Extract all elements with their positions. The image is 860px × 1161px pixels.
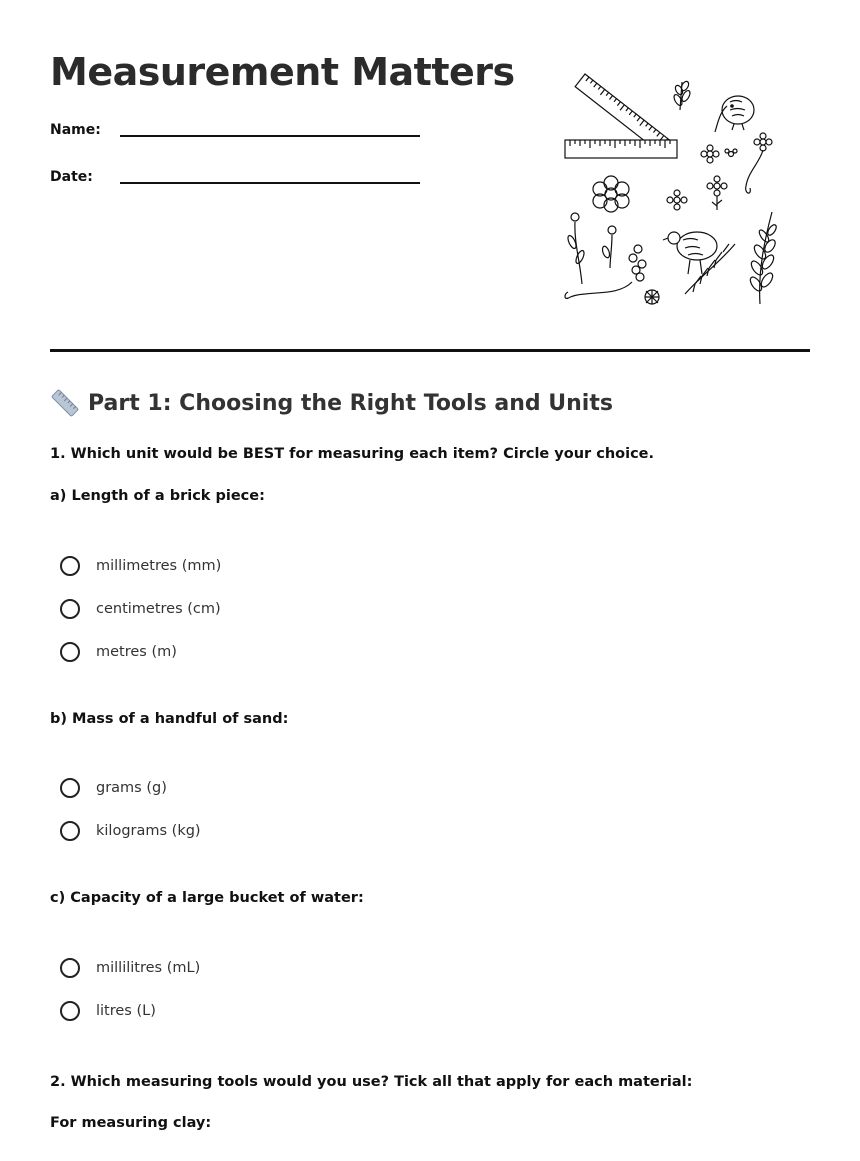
option-grams[interactable] [60,776,167,800]
radio-circle[interactable] [60,958,80,978]
date-line[interactable] [120,182,420,184]
question-2: 2. Which measuring tools would you use? Tick all that apply for each material: [50,1074,693,1090]
part1-heading-text: Part 1: Choosing the Right Tools and Units [88,390,613,416]
name-field [50,122,101,138]
question-1c-label: c) Capacity of a large bucket of water: [50,890,364,906]
section-divider [50,349,810,352]
radio-circle[interactable] [60,642,80,662]
flower-stem-icon [566,213,616,284]
name-label: Name: [50,122,101,138]
option-label: millimetres (mm) [96,558,222,574]
radio-circle[interactable] [60,599,80,619]
radio-circle[interactable] [60,821,80,841]
question-1a-label: a) Length of a brick piece: [50,488,265,504]
ruler-icon [50,388,80,418]
radio-circle[interactable] [60,1001,80,1021]
radio-circle[interactable] [60,556,80,576]
question-1: 1. Which unit would be BEST for measuring each item? Circle your choice. [50,446,655,462]
fern-frond-icon [748,212,778,304]
option-millilitres[interactable] [60,956,200,980]
option-label: millilitres (mL) [96,960,201,976]
name-line[interactable] [120,135,420,137]
measurement-illustration [560,62,785,312]
kiwi-bird-icon [715,96,754,132]
option-label: metres (m) [96,644,177,660]
thistle-icon [645,290,659,304]
option-kilograms[interactable] [60,819,201,843]
clay-label: For measuring clay: [50,1115,212,1131]
option-label: litres (L) [96,1003,156,1019]
date-label: Date: [50,169,93,185]
option-label: centimetres (cm) [96,601,221,617]
option-litres[interactable] [60,999,156,1023]
option-label: kilograms (kg) [96,823,201,839]
option-metres[interactable] [60,640,177,664]
radio-circle[interactable] [60,778,80,798]
option-centimetres[interactable] [60,597,221,621]
large-flower-icon [593,176,629,212]
option-millimetres[interactable] [60,554,221,578]
option-label: grams (g) [96,780,167,796]
worksheet-title: Measurement Matters [50,50,515,94]
date-field [50,169,93,185]
sprig-icon [672,80,691,110]
question-1b-label: b) Mass of a handful of sand: [50,711,289,727]
flower-icon [667,176,727,210]
part1-heading [50,388,613,418]
horizontal-ruler-icon [565,140,677,158]
